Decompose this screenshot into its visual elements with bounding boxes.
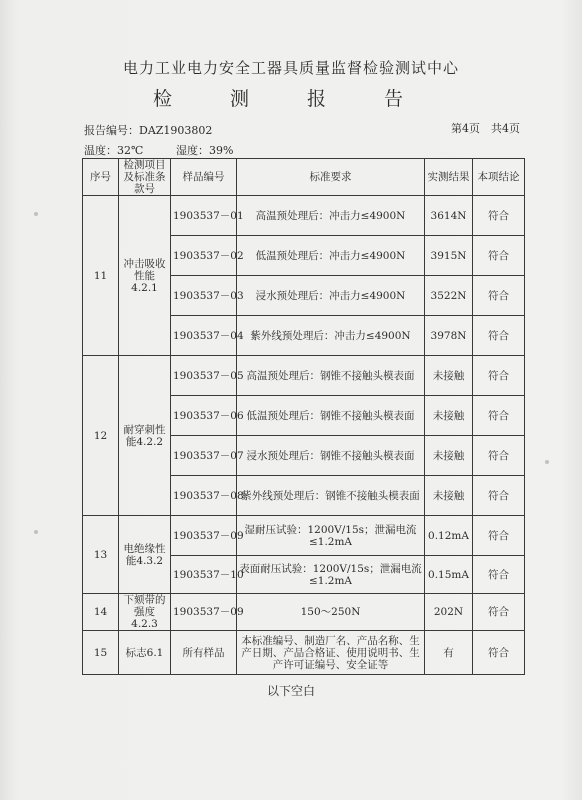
item-number: 12 (83, 356, 119, 516)
conclusion: 符合 (473, 436, 525, 476)
conclusion: 符合 (473, 356, 525, 396)
requirement: 浸水预处理后：钢锥不接触头模表面 (237, 436, 425, 476)
page-info: 第4页 共4页 (451, 122, 520, 135)
requirement: 紫外线预处理后：钢锥不接触头模表面 (237, 476, 425, 516)
sample-number: 1903537－06 (171, 396, 237, 436)
requirement: 150～250N (237, 594, 425, 631)
column-header: 样品编号 (171, 159, 237, 196)
sample-number: 1903537－10 (171, 556, 237, 594)
requirement: 低温预处理后：冲击力≤4900N (237, 236, 425, 276)
item-number: 15 (83, 631, 119, 675)
column-header: 序号 (83, 159, 119, 196)
result: 0.15mA (425, 556, 473, 594)
sample-number: 1903537－03 (171, 276, 237, 316)
result: 0.12mA (425, 516, 473, 556)
table-row (83, 594, 525, 631)
temperature: 温度：32℃ (84, 144, 144, 157)
conclusion: 符合 (473, 476, 525, 516)
test-results-table (82, 158, 525, 675)
sample-number: 1903537－08 (171, 476, 237, 516)
table-row (83, 356, 525, 396)
scan-speck (34, 530, 38, 534)
result: 3614N (425, 196, 473, 236)
test-item: 标志6.1 (119, 631, 171, 675)
sample-number: 1903537－02 (171, 236, 237, 276)
conclusion: 符合 (473, 236, 525, 276)
test-item: 冲击吸收性能 4.2.1 (119, 196, 171, 356)
result: 202N (425, 594, 473, 631)
requirement: 低温预处理后：钢锥不接触头模表面 (237, 396, 425, 436)
result: 未接触 (425, 396, 473, 436)
result: 有 (425, 631, 473, 675)
table-row (83, 631, 525, 675)
result: 3978N (425, 316, 473, 356)
item-number: 11 (83, 196, 119, 356)
requirement: 高温预处理后：冲击力≤4900N (237, 196, 425, 236)
organization-title: 电力工业电力安全工器具质量监督检验测试中心 (122, 59, 459, 77)
conclusion: 符合 (473, 556, 525, 594)
result: 未接触 (425, 436, 473, 476)
sample-number: 1903537－09 (171, 516, 237, 556)
result: 未接触 (425, 356, 473, 396)
sample-number: 1903537－01 (171, 196, 237, 236)
column-header: 实测结果 (425, 159, 473, 196)
requirement: 高温预处理后：钢锥不接触头模表面 (237, 356, 425, 396)
result: 3522N (425, 276, 473, 316)
sample-number: 1903537－05 (171, 356, 237, 396)
conclusion: 符合 (473, 594, 525, 631)
result: 未接触 (425, 476, 473, 516)
blank-note: 以下空白 (266, 684, 315, 698)
requirement: 本标准编号、制造厂名、产品名称、生产日期、产品合格证、使用说明书、生产许可证编号、安全证等 (237, 631, 425, 675)
result: 3915N (425, 236, 473, 276)
column-header: 标准要求 (237, 159, 425, 196)
test-item: 耐穿刺性能4.2.2 (119, 356, 171, 516)
table-row (83, 196, 525, 236)
sample-number: 1903537－04 (171, 316, 237, 356)
test-item: 电绝缘性能4.3.2 (119, 516, 171, 594)
conclusion: 符合 (473, 276, 525, 316)
scan-speck (34, 212, 38, 216)
conclusion: 符合 (473, 396, 525, 436)
item-number: 14 (83, 594, 119, 631)
requirement: 浸水预处理后：冲击力≤4900N (237, 276, 425, 316)
requirement: 表面耐压试验：1200V/15s；泄漏电流≤1.2mA (237, 556, 425, 594)
sample-number: 所有样品 (171, 631, 237, 675)
column-header: 检测项目及标准条款号 (119, 159, 171, 196)
scan-speck (545, 460, 549, 464)
sample-number: 1903537－09 (171, 594, 237, 631)
conclusion: 符合 (473, 316, 525, 356)
report-title: 检 测 报 告 (152, 88, 430, 110)
test-item: 下颏带的强度 4.2.3 (119, 594, 171, 631)
humidity: 湿度：39% (176, 144, 234, 157)
report-number: 报告编号：DAZ1903802 (84, 124, 213, 137)
requirement: 紫外线预处理后：冲击力≤4900N (237, 316, 425, 356)
item-number: 13 (83, 516, 119, 594)
conclusion: 符合 (473, 631, 525, 675)
sample-number: 1903537－07 (171, 436, 237, 476)
conclusion: 符合 (473, 196, 525, 236)
table-header-row (83, 159, 525, 196)
requirement: 湿耐压试验：1200V/15s；泄漏电流≤1.2mA (237, 516, 425, 556)
column-header: 本项结论 (473, 159, 525, 196)
conclusion: 符合 (473, 516, 525, 556)
table-row (83, 516, 525, 556)
